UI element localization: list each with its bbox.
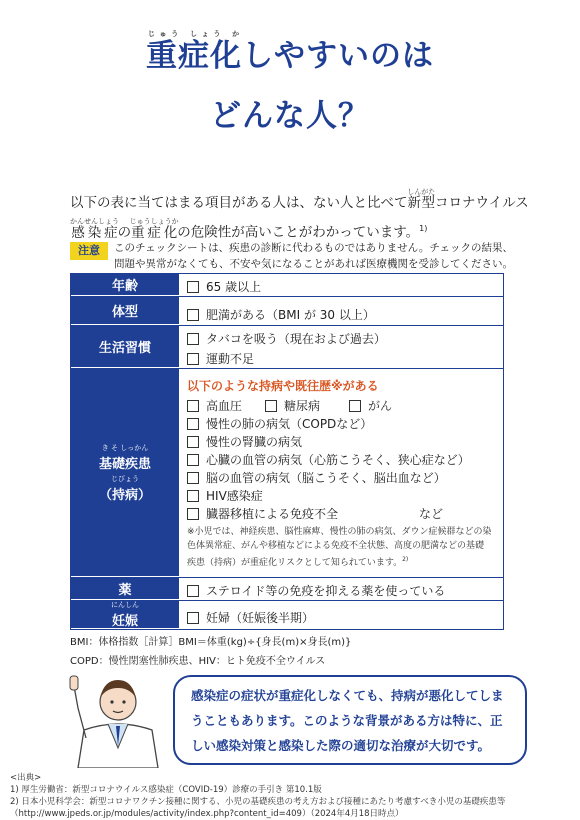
checkbox[interactable] — [187, 490, 199, 502]
checkbox[interactable] — [187, 585, 199, 597]
item-copd[interactable] — [187, 415, 372, 432]
item-exercise-label: 運動不足 — [206, 352, 255, 366]
head-disease — [71, 369, 179, 577]
intro-l2b: の — [117, 224, 132, 241]
head-pregnancy — [71, 601, 179, 629]
cell-disease — [187, 369, 497, 577]
intro-kansensho — [70, 217, 119, 241]
item-smoking[interactable] — [187, 330, 386, 347]
cell-medicine — [187, 578, 497, 600]
checkbox[interactable] — [265, 400, 277, 412]
abbr-bmi: BMI：体格指数［計算］BMI＝体重(kg)÷{身長(m)×身長(m)} — [70, 637, 352, 648]
checkbox[interactable] — [187, 508, 199, 520]
intro-line1 — [70, 188, 540, 216]
item-obesity[interactable] — [187, 306, 375, 323]
row-medicine — [71, 578, 503, 601]
intro-l2a: 感染症 — [70, 224, 119, 241]
intro-l1b-ruby: しんがた — [407, 188, 436, 196]
head-lifestyle: 生活習慣 — [71, 326, 179, 368]
item-diabetes-label: 糖尿病 — [284, 399, 321, 413]
item-etc: など — [419, 507, 444, 521]
intro-jyushoka — [129, 217, 179, 241]
intro-shingata — [407, 188, 436, 211]
item-obesity-label: 肥満がある（BMI が 30 以上） — [206, 308, 375, 322]
head-age: 年齢 — [71, 274, 179, 296]
checkbox[interactable] — [349, 400, 361, 412]
source-3: （http://www.jpeds.or.jp/modules/activity/index.php?content_id=409）（2024年4月18日時点） — [10, 809, 404, 819]
source-2: 2) 日本小児科学会：新型コロナワクチン接種に関する、小児の基礎疾患の考え方および接種にあたり考慮すべき小児の基礎疾患等 — [10, 797, 506, 807]
item-kidney-label: 慢性の腎臓の病気 — [206, 435, 303, 449]
advice-speech-bubble — [173, 675, 527, 765]
abbr-copd: COPD：慢性閉塞性肺疾患、HIV：ヒト免疫不全ウイルス — [70, 656, 326, 667]
item-hypertension-label: 高血圧 — [206, 399, 243, 413]
checkbox[interactable] — [187, 333, 199, 345]
cell-body — [187, 297, 497, 325]
item-copd-label: 慢性の肺の病気（COPDなど） — [206, 417, 373, 431]
intro-l2c: 重症化 — [129, 224, 179, 241]
title-jyushoka: 重症化 — [146, 38, 242, 74]
intro-l2d: の危険性が高いことがわかっています。 — [177, 224, 420, 241]
item-transplant-label: 臓器移植による免疫不全 — [206, 507, 339, 521]
row-pregnancy — [71, 601, 503, 629]
checkbox[interactable] — [187, 418, 199, 430]
page-title-line2: どんな人？ — [210, 98, 370, 134]
item-heart[interactable] — [187, 451, 470, 468]
checkbox[interactable] — [187, 436, 199, 448]
risk-checklist-table — [70, 273, 504, 630]
sources-heading: <出典> — [10, 773, 42, 783]
item-brain-label: 脳の血管の病気（脳こうそく、脳出血など） — [206, 471, 446, 485]
intro-l1c: コロナウイルス — [435, 195, 529, 211]
item-steroid-label: ステロイド等の免疫を抑える薬を使っている — [206, 584, 446, 598]
title-ruby-group — [146, 30, 242, 74]
item-hiv-label: HIV感染症 — [206, 489, 263, 503]
row-lifestyle — [71, 326, 503, 369]
item-brain[interactable] — [187, 469, 446, 486]
caution-text: このチェックシートは、疾患の診断に代わるものではありません。チェックの結果、問題や異常がなくても、不安や気になることがあれば医療機関を受診してください。 — [114, 242, 513, 270]
item-smoking-label: タバコを吸う（現在および過去） — [206, 332, 386, 346]
item-cancer[interactable] — [349, 397, 392, 414]
item-pregnant[interactable] — [187, 609, 314, 626]
intro-l2c-ruby: じゅうしょうか — [129, 217, 179, 226]
sources — [10, 772, 570, 820]
source-1: 1) 厚生労働省：新型コロナウイルス感染症（COVID-19）診療の手引き 第10.1版 — [10, 785, 322, 795]
cell-lifestyle — [187, 326, 497, 368]
head-jibyo-ruby: じびょう — [111, 474, 139, 483]
caution-badge: 注意 — [70, 242, 108, 260]
item-exercise[interactable] — [187, 350, 254, 367]
item-age-label: 65 歳以上 — [206, 280, 262, 294]
item-kidney[interactable] — [187, 433, 302, 450]
doctor-illustration — [60, 668, 178, 768]
item-hiv[interactable] — [187, 487, 263, 504]
head-disease-ruby: き そ しっかん — [101, 443, 149, 452]
row-disease — [71, 369, 503, 578]
intro-l2a-ruby: かんせんしょう — [70, 217, 119, 226]
head-body: 体型 — [71, 297, 179, 325]
cell-age — [187, 274, 497, 296]
item-transplant[interactable] — [187, 505, 338, 522]
head-jibyo-label: （持病） — [98, 487, 151, 503]
head-disease-label: 基礎疾患 — [98, 456, 151, 472]
checkbox[interactable] — [187, 353, 199, 365]
item-pregnant-label: 妊婦（妊娠後半期） — [206, 611, 315, 625]
item-age[interactable] — [187, 278, 261, 295]
intro-text — [70, 188, 540, 246]
item-heart-label: 心臓の血管の病気（心筋こうそく、狭心症など） — [206, 453, 470, 467]
checkbox[interactable] — [187, 400, 199, 412]
head-medicine: 薬 — [71, 578, 179, 600]
pediatric-note-mark: 2) — [402, 556, 409, 563]
cell-pregnancy — [187, 601, 497, 629]
checkbox[interactable] — [187, 454, 199, 466]
item-steroid[interactable] — [187, 582, 445, 599]
head-pregnancy-label: 妊娠 — [111, 614, 138, 629]
intro-l1b: 新型 — [407, 195, 436, 211]
head-pregnancy-ruby: にんしん — [111, 601, 139, 609]
item-diabetes[interactable] — [265, 397, 320, 414]
item-cancer-label: がん — [368, 399, 393, 413]
row-body — [71, 297, 503, 326]
intro-footnote: 1) — [419, 224, 428, 233]
advice-text: 感染症の症状が重症化しなくても、持病が悪化してしまうこともあります。このような背景がある方は特に、正しい感染対策と感染した際の適切な治療が大切です。 — [191, 688, 504, 753]
title-line1-rest: しやすいのは — [242, 38, 434, 74]
checkbox[interactable] — [187, 309, 199, 321]
pediatric-note — [187, 525, 492, 570]
pediatric-note-text: ※小児では、神経疾患、脳性麻痺、慢性の肺の病気、ダウン症候群などの染色体異常症、がんや移植などによる免疫不全状態、高度の肥満などの基礎疾患（持病）が重症化リスクとして知られています。 — [187, 527, 492, 568]
item-hypertension[interactable] — [187, 397, 242, 414]
checkbox[interactable] — [187, 281, 199, 293]
checkbox[interactable] — [187, 612, 199, 624]
row-age — [71, 274, 503, 297]
checkbox[interactable] — [187, 472, 199, 484]
page-title — [0, 30, 580, 75]
intro-l1a: 以下の表に当てはまる項目がある人は、ない人と比べて — [70, 195, 408, 211]
title-ruby: じゅう しょう か — [146, 30, 242, 38]
disease-subtitle: 以下のような持病や既往歴※がある — [187, 379, 379, 393]
